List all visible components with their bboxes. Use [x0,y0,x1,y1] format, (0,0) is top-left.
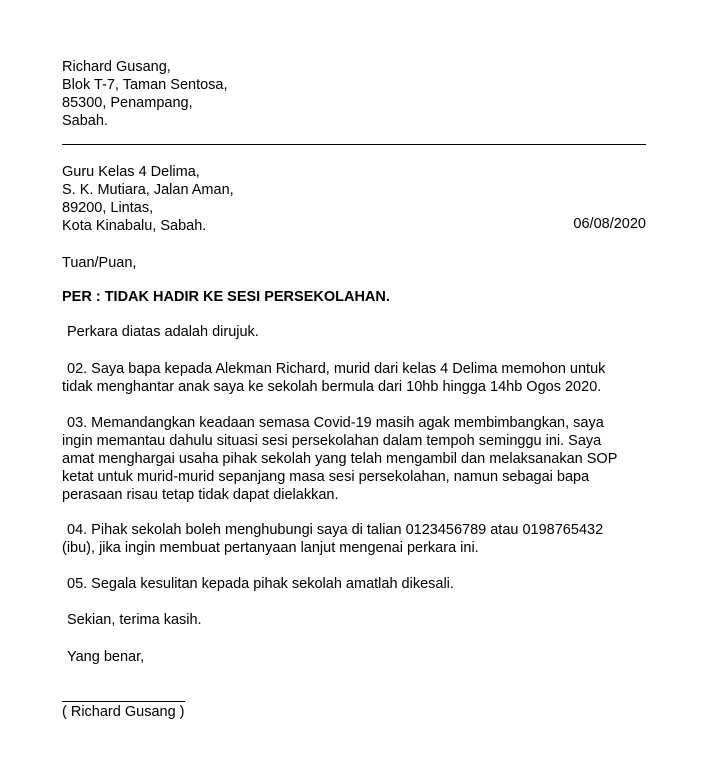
paragraph-5: 05. Segala kesulitan kepada pihak sekolah amatlah dikesali. [67,576,454,592]
paragraph-1: Perkara diatas adalah dirujuk. [67,324,259,340]
paragraph-3-line-2: ingin memantau dahulu situasi sesi persekolahan dalam tempoh seminggu ini. Saya [62,433,602,449]
paragraph-2-line-2: tidak menghantar anak saya ke sekolah bermula dari 10hb hingga 14hb Ogos 2020. [62,379,602,395]
sender-address-line-1: Blok T-7, Taman Sentosa, [62,77,228,93]
paragraph-3-line-5: perasaan risau tetap tidak dapat dielakkan. [62,487,339,503]
paragraph-4-line-2: (ibu), jika ingin membuat pertanyaan lanjut mengenai perkara ini. [62,540,479,556]
recipient-line-4: Kota Kinabalu, Sabah. [62,218,207,234]
closing-thanks: Sekian, terima kasih. [67,612,202,628]
sender-name: Richard Gusang, [62,59,171,75]
paragraph-3-line-4: ketat untuk murid-murid sepanjang masa sesi persekolahan, namun sebagai bapa [62,469,590,485]
salutation: Tuan/Puan, [62,255,137,271]
signature-line [62,701,185,702]
header-divider [62,144,646,145]
paragraph-3-line-1: 03. Memandangkan keadaan semasa Covid-19 masih agak membimbangkan, saya [67,415,604,431]
recipient-line-2: S. K. Mutiara, Jalan Aman, [62,182,234,198]
subject-line: PER : TIDAK HADIR KE SESI PERSEKOLAHAN. [62,289,390,305]
closing-yours: Yang benar, [67,649,145,665]
recipient-line-1: Guru Kelas 4 Delima, [62,164,200,180]
recipient-line-3: 89200, Lintas, [62,200,154,216]
paragraph-3-line-3: amat menghargai usaha pihak sekolah yang telah mengambil dan melaksanakan SOP [62,451,618,467]
paragraph-2-line-1: 02. Saya bapa kepada Alekman Richard, murid dari kelas 4 Delima memohon untuk [67,361,606,377]
signature-name: ( Richard Gusang ) [62,704,185,720]
letter-date: 06/08/2020 [573,216,646,232]
paragraph-4-line-1: 04. Pihak sekolah boleh menghubungi saya di talian 0123456789 atau 0198765432 [67,522,604,538]
sender-address-line-2: 85300, Penampang, [62,95,193,111]
sender-address-line-3: Sabah. [62,113,108,129]
